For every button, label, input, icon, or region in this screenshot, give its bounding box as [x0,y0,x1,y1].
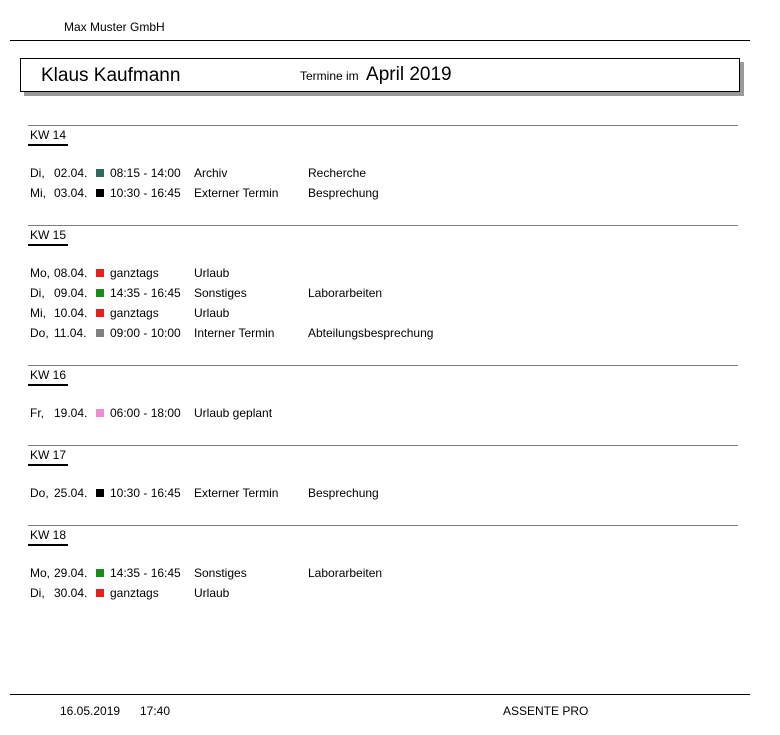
week-divider [28,125,738,126]
week-label: KW 16 [28,368,68,386]
appointment-row [28,583,728,603]
weekday: Do, [30,486,49,500]
category: Archiv [194,166,228,180]
week-divider [28,365,738,366]
weekday: Di, [30,166,45,180]
appointment-row [28,563,728,583]
time-range: 10:30 - 16:45 [110,186,181,200]
weekday: Fr, [30,406,44,420]
weekday: Di, [30,286,45,300]
appointment-row [28,323,728,343]
date: 29.04. [54,566,88,580]
period: April 2019 [366,64,452,85]
person-name: Klaus Kaufmann [41,65,181,86]
description: Besprechung [308,186,379,200]
category-color-swatch [96,589,104,597]
category: Urlaub [194,266,230,280]
time-range: 08:15 - 14:00 [110,166,181,180]
period-heading [300,64,452,86]
description: Abteilungsbesprechung [308,326,434,340]
category: Urlaub [194,586,230,600]
week-label: KW 15 [28,228,68,246]
bottom-rule [10,694,750,695]
appointment-list [28,263,728,343]
week-divider [28,525,738,526]
weekday: Do, [30,326,49,340]
category: Sonstiges [194,286,247,300]
date: 19.04. [54,406,88,420]
date: 08.04. [54,266,88,280]
appointment-row [28,283,728,303]
date: 25.04. [54,486,88,500]
appointment-row [28,163,728,183]
date: 03.04. [54,186,88,200]
date: 30.04. [54,586,88,600]
category-color-swatch [96,569,104,577]
date: 11.04. [54,326,87,340]
weekday: Mo, [30,566,51,580]
description: Recherche [308,166,367,180]
appointment-row [28,263,728,283]
appointment-list [28,563,728,603]
date: 10.04. [54,306,88,320]
weekday: Mi, [30,306,46,320]
footer-time: 17:40 [140,704,171,718]
category: Sonstiges [194,566,247,580]
top-rule [10,40,750,41]
category: Urlaub geplant [194,406,273,420]
time-range: 10:30 - 16:45 [110,486,181,500]
time-range: ganztags [110,306,159,320]
category-color-swatch [96,289,104,297]
footer-app-name: ASSENTE PRO [503,704,589,718]
time-range: 09:00 - 10:00 [110,326,181,340]
weekday: Mi, [30,186,46,200]
category-color-swatch [96,189,104,197]
date: 09.04. [54,286,88,300]
weekday: Di, [30,586,45,600]
weekday: Mo, [30,266,51,280]
appointment-row [28,183,728,203]
title-box [20,58,740,92]
category-color-swatch [96,169,104,177]
time-range: ganztags [110,586,159,600]
week-label: KW 18 [28,528,68,546]
date: 02.04. [54,166,88,180]
appointment-list [28,483,728,503]
time-range: 14:35 - 16:45 [110,566,181,580]
week-divider [28,445,738,446]
category-color-swatch [96,269,104,277]
category: Urlaub [194,306,230,320]
category-color-swatch [96,309,104,317]
category: Externer Termin [194,486,279,500]
week-divider [28,225,738,226]
termine-label: Termine im [300,69,359,83]
week-label: KW 14 [28,128,68,146]
week-label: KW 17 [28,448,68,466]
appointment-row [28,303,728,323]
description: Besprechung [308,486,379,500]
time-range: 06:00 - 18:00 [110,406,181,420]
time-range: 14:35 - 16:45 [110,286,181,300]
footer-date: 16.05.2019 [60,704,121,718]
category-color-swatch [96,329,104,337]
category-color-swatch [96,409,104,417]
appointment-row [28,483,728,503]
appointment-list [28,163,728,203]
appointment-list [28,403,728,423]
category: Interner Termin [194,326,275,340]
category: Externer Termin [194,186,279,200]
category-color-swatch [96,489,104,497]
company-name: Max Muster GmbH [64,20,165,34]
description: Laborarbeiten [308,286,383,300]
description: Laborarbeiten [308,566,383,580]
time-range: ganztags [110,266,159,280]
appointment-row [28,403,728,423]
